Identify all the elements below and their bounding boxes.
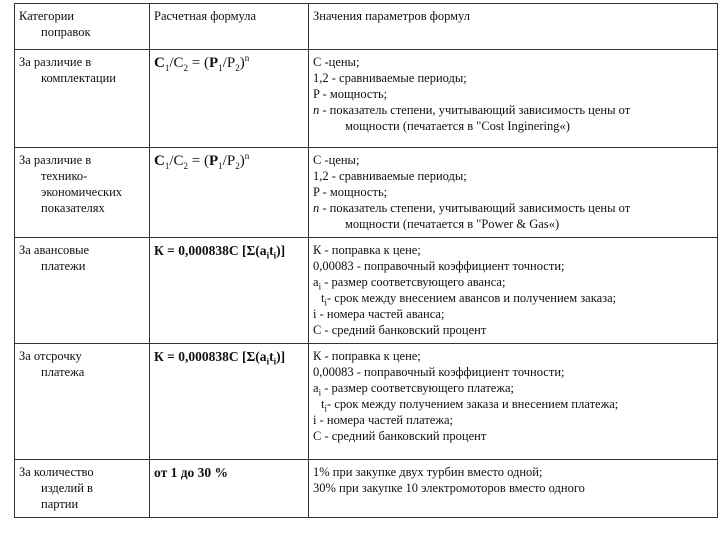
param-line: $t_i-$ срок между получением заказа и внесением платежа; bbox=[321, 397, 619, 414]
params-cell bbox=[309, 148, 718, 238]
category-line: показателях bbox=[41, 201, 105, 215]
category-line: комплектации bbox=[41, 71, 116, 85]
formula: от 1 до 30 % bbox=[154, 465, 229, 480]
header-categories-line1: Категории bbox=[19, 9, 75, 23]
formula-cell bbox=[150, 238, 309, 344]
category-line: платежи bbox=[41, 259, 86, 273]
header-categories bbox=[15, 4, 150, 50]
categories-table bbox=[14, 3, 718, 518]
param-line: 30% при закупке 10 электромоторов вместо одного bbox=[313, 481, 585, 495]
category-line: партии bbox=[41, 497, 79, 511]
header-formula: Расчетная формула bbox=[150, 4, 309, 50]
param-line: С - средний банковский процент bbox=[313, 429, 487, 443]
table-row bbox=[15, 460, 718, 518]
formula-cell bbox=[150, 50, 309, 148]
param-line: n - показатель степени, учитывающий зависимость цены от bbox=[313, 103, 631, 117]
category-line: За отсрочку bbox=[19, 349, 82, 363]
category-line: изделий в bbox=[41, 481, 93, 495]
param-line: 1,2 - сравниваемые периоды; bbox=[313, 71, 467, 85]
category-line: За различие в bbox=[19, 153, 92, 167]
table-row bbox=[15, 50, 718, 148]
category-cell bbox=[15, 50, 150, 148]
param-line: С -цены; bbox=[313, 55, 360, 69]
param-line: $t_i-$ срок между внесением авансов и получением заказа; bbox=[321, 291, 617, 308]
param-line: P - мощность; bbox=[313, 87, 388, 101]
table-row bbox=[15, 238, 718, 344]
table-row bbox=[15, 344, 718, 460]
params-cell bbox=[309, 344, 718, 460]
header-params: Значения параметров формул bbox=[309, 4, 718, 50]
header-categories-line2: поправок bbox=[41, 25, 91, 39]
params-cell bbox=[309, 460, 718, 518]
category-cell bbox=[15, 148, 150, 238]
param-line: $a_i$ - размер соответсвующего аванса; bbox=[313, 275, 506, 292]
formula-cell bbox=[150, 148, 309, 238]
param-line: P - мощность; bbox=[313, 185, 388, 199]
formula-cell bbox=[150, 344, 309, 460]
param-line: 1% при закупке двух турбин вместо одной; bbox=[313, 465, 543, 479]
param-line: С -цены; bbox=[313, 153, 360, 167]
param-line: мощности (печатается в "Power & Gas«) bbox=[345, 217, 560, 231]
param-line: К - поправка к цене; bbox=[313, 349, 421, 363]
formula-cell bbox=[150, 460, 309, 518]
param-line: i - номера частей аванса; bbox=[313, 307, 445, 321]
param-line: 1,2 - сравниваемые периоды; bbox=[313, 169, 467, 183]
category-cell bbox=[15, 344, 150, 460]
param-line: С - средний банковский процент bbox=[313, 323, 487, 337]
param-line: $a_i$ - размер соответсвующего платежа; bbox=[313, 381, 515, 398]
param-line: мощности (печатается в "Cost Inginering«) bbox=[345, 119, 570, 133]
formula: К = 0,000838С $[\Sigma(a_it_i)]$ bbox=[154, 243, 286, 261]
category-line: За количество bbox=[19, 465, 94, 479]
param-line: К - поправка к цене; bbox=[313, 243, 421, 257]
category-line: технико- bbox=[41, 169, 88, 183]
category-line: За различие в bbox=[19, 55, 92, 69]
category-cell bbox=[15, 238, 150, 344]
param-line: i - номера частей платежа; bbox=[313, 413, 453, 427]
param-line: 0,00083 - поправочный коэффициент точности; bbox=[313, 259, 565, 273]
formula: $C_1/C_2 = (P_1/P_2)^n$ bbox=[154, 53, 250, 73]
params-cell bbox=[309, 50, 718, 148]
table-row bbox=[15, 148, 718, 238]
param-line: n - показатель степени, учитывающий зависимость цены от bbox=[313, 201, 631, 215]
category-line: За авансовые bbox=[19, 243, 90, 257]
formula: $C_1/C_2 = (P_1/P_2)^n$ bbox=[154, 151, 250, 171]
category-line: экономических bbox=[41, 185, 123, 199]
category-line: платежа bbox=[41, 365, 85, 379]
table-header-row bbox=[15, 4, 718, 50]
params-cell bbox=[309, 238, 718, 344]
category-cell bbox=[15, 460, 150, 518]
param-line: 0,00083 - поправочный коэффициент точности; bbox=[313, 365, 565, 379]
formula: К = 0,000838С $[\Sigma(a_it_i)]$ bbox=[154, 349, 286, 367]
